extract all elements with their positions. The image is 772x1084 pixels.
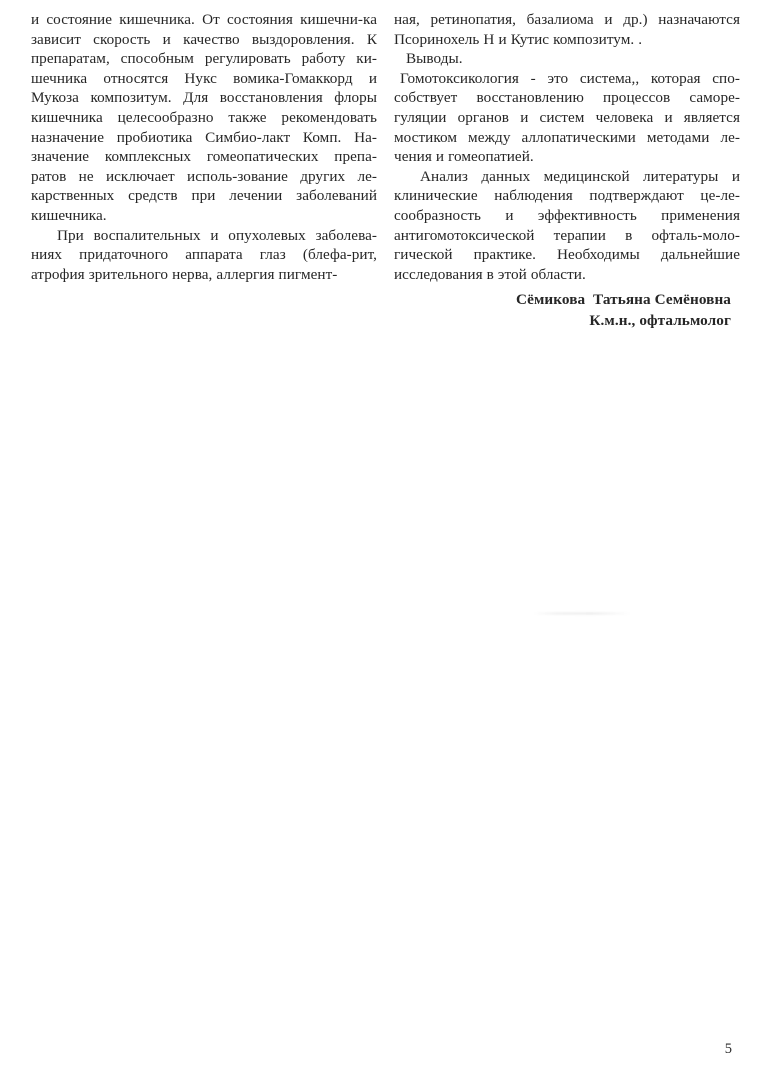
- scan-artifact-smudge: [533, 612, 631, 615]
- paragraph: При воспалительных и опухолевых заболева-ниях придаточного аппарата глаз (блефа-рит, атрофия зрительного нерва, аллергия пигмент-: [31, 226, 377, 283]
- paragraph: ная, ретинопатия, базалиома и др.) назначаются Псоринохель Н и Кутис композитум. .: [394, 11, 740, 48]
- two-column-body: [31, 10, 741, 284]
- left-column: [31, 10, 377, 284]
- paragraph-conclusions-heading: Выводы.: [406, 50, 463, 68]
- right-column: [394, 10, 740, 284]
- paragraph: и состояние кишечника. От состояния кишечни-ка зависит скорость и качество выздоровления. К препаратам, способным регулировать работу ки-шечника относятся Нукс вомика-Гомаккорд и Мукоза композитум. Для восстановления флоры кишечника целесообразно также рекомендовать назначение пробиотика Симбио-лакт Комп. На-значение комплексных гомеопатических препа-ратов не исключает исполь-зование других ле-карственных средств при лечении заболеваний кишечника.: [31, 11, 377, 224]
- paragraph: Анализ данных медицинской литературы и клинические наблюдения подтверждают це-ле-сообразность и эффективность применения антигомотоксической терапии в офталь-моло-гической практике. Необходимы дальнейшие исследования в этой области.: [394, 167, 740, 283]
- author-credentials: К.м.н., офтальмолог: [589, 312, 731, 329]
- paragraph: Гомотоксикология - это система,, которая спо-собствует восстановлению процессов саморе-гуляции органов и систем человека и является мостиком между аллопатическими методами ле-чения и гомеопатией.: [394, 69, 740, 166]
- author-name: Сёмикова Татьяна Семёновна: [516, 291, 731, 308]
- author-signature-block: [331, 289, 731, 331]
- page-number: 5: [724, 1041, 732, 1057]
